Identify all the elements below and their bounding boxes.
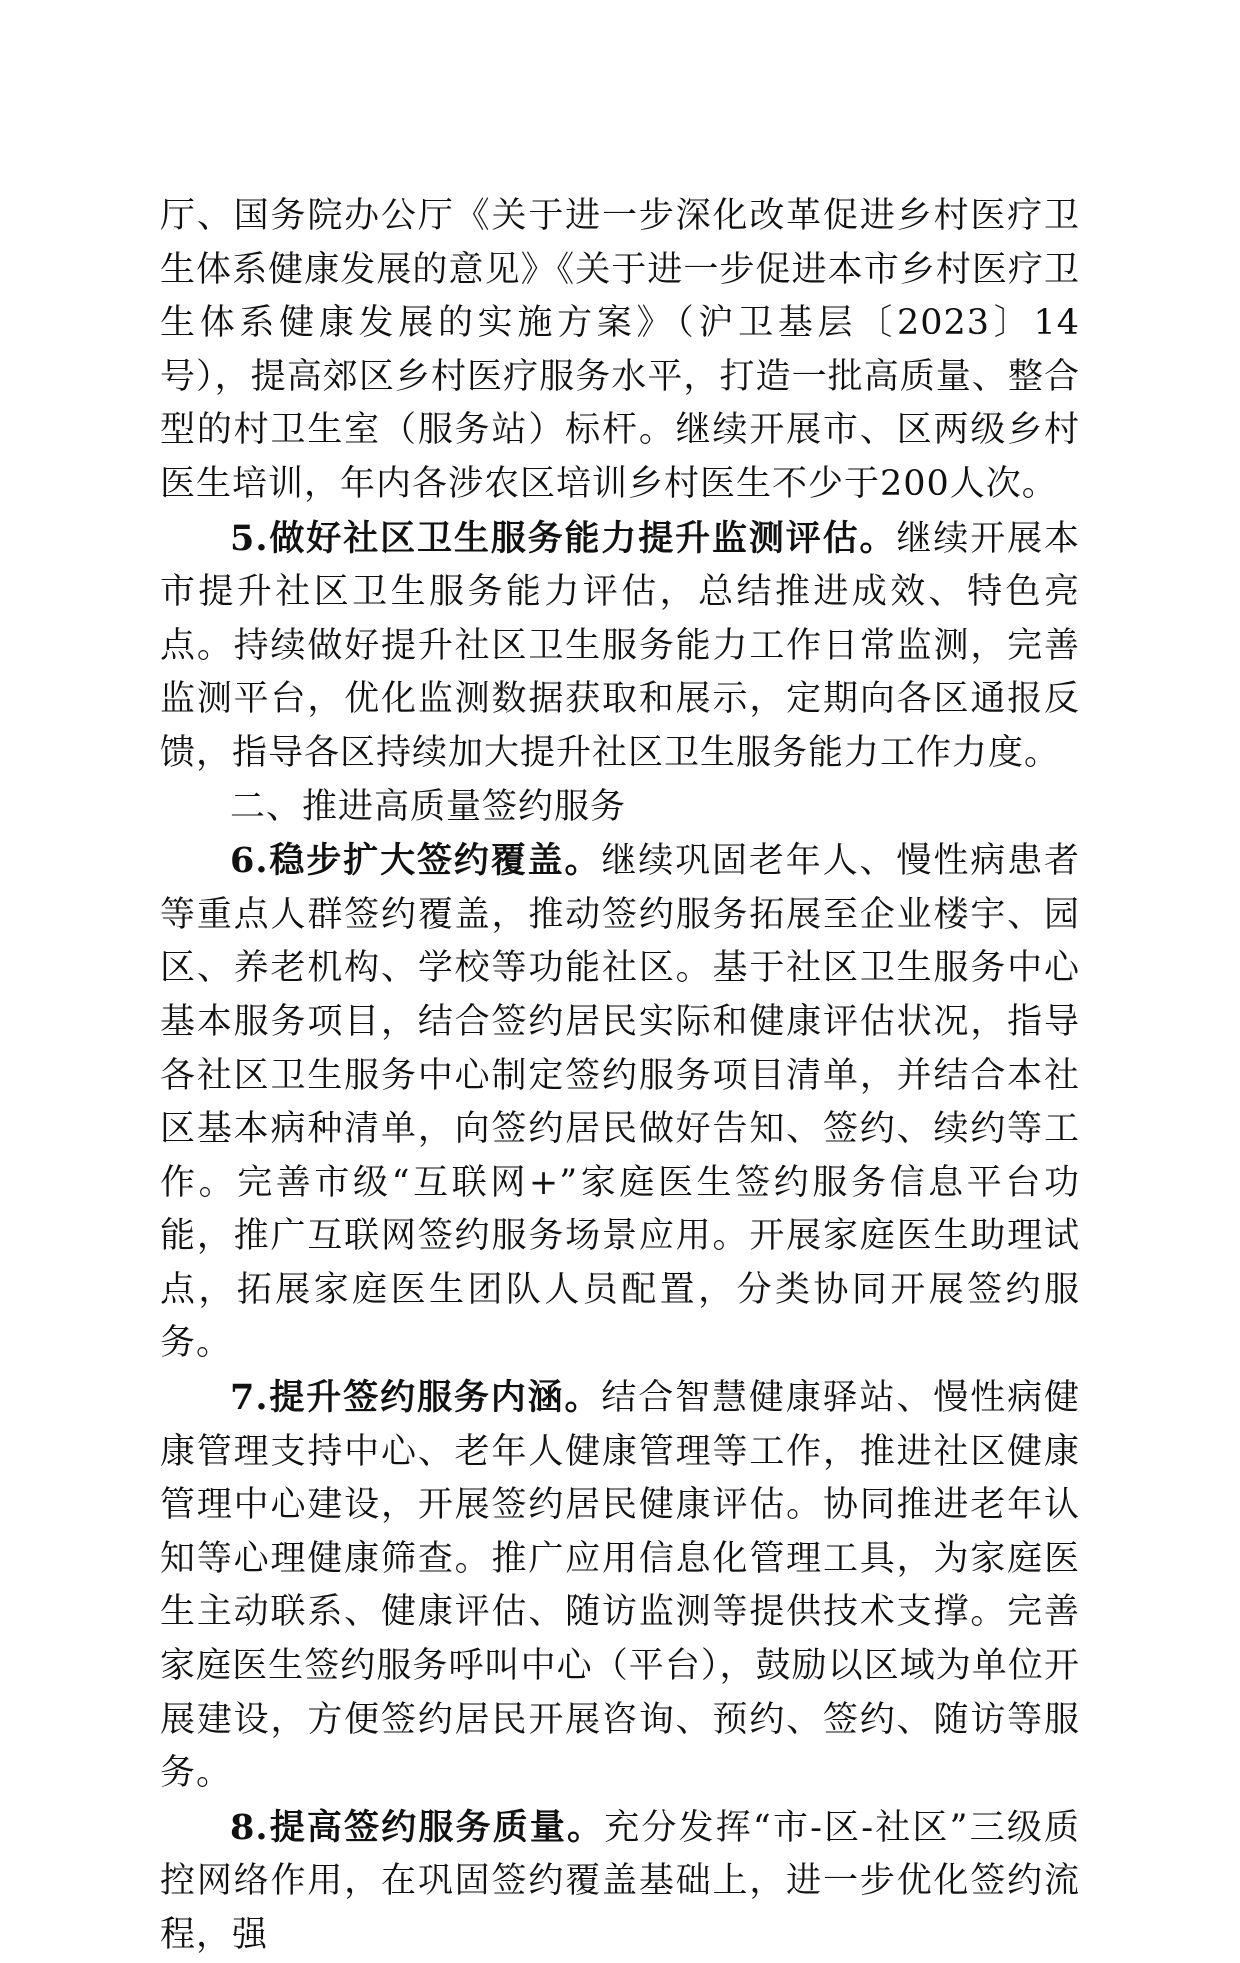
item-5-paragraph bbox=[160, 512, 1080, 781]
item-8-heading: 8.提高签约服务质量。 bbox=[230, 1806, 605, 1848]
continuation-text: 厅、国务院办公厅《关于进一步深化改革促进乡村医疗卫生体系健康发展的意见》《关于进一步促进本市乡村医疗卫生体系健康发展的实施方案》（沪卫基层〔2023〕14号），提高郊区乡村医疗服务水平，打造一批高质量、整合型的村卫生室（服务站）标杆。继续开展市、区两级乡村医生培训，年内各涉农区培训乡村医生不少于200人次。 bbox=[160, 196, 1080, 504]
item-7-heading: 7.提升签约服务内涵。 bbox=[230, 1377, 602, 1419]
item-5-body: 继续开展本市提升社区卫生服务能力评估，总结推进成效、特色亮点。持续做好提升社区卫生服务能力工作日常监测，完善监测平台，优化监测数据获取和展示，定期向各区通报反馈，指导各区持续加大提升社区卫生服务能力工作力度。 bbox=[160, 518, 1080, 773]
item-8-body: 充分发挥“市-区-社区”三级质控网络作用，在巩固签约覆盖基础上，进一步优化签约流程，强 bbox=[160, 1807, 1080, 1955]
item-6-body: 继续巩固老年人、慢性病患者等重点人群签约覆盖，推动签约服务拓展至企业楼宇、园区、养老机构、学校等功能社区。基于社区卫生服务中心基本服务项目，结合签约居民实际和健康评估状况，指导各社区卫生服务中心制定签约服务项目清单，并结合本社区基本病种清单，向签约居民做好告知、签约、续约等工作。完善市级“互联网+”家庭医生签约服务信息平台功能，推广互联网签约服务场景应用。开展家庭医生助理试点，拓展家庭医生团队人员配置，分类协同开展签约服务。 bbox=[160, 841, 1080, 1364]
section-2-title-text: 二、推进高质量签约服务 bbox=[230, 786, 627, 827]
item-6-paragraph bbox=[160, 834, 1080, 1371]
continuation-paragraph bbox=[160, 190, 1080, 512]
document-page bbox=[160, 190, 1080, 1963]
item-6-heading: 6.稳步扩大签约覆盖。 bbox=[230, 840, 602, 882]
section-2-title bbox=[160, 781, 1080, 835]
item-7-paragraph bbox=[160, 1371, 1080, 1801]
item-7-body: 结合智慧健康驿站、慢性病健康管理支持中心、老年人健康管理等工作，推进社区健康管理中心建设，开展签约居民健康评估。协同推进老年认知等心理健康筛查。推广应用信息化管理工具，为家庭医生主动联系、健康评估、随访监测等提供技术支撑。完善家庭医生签约服务呼叫中心（平台），鼓励以区域为单位开展建设，方便签约居民开展咨询、预约、签约、随访等服务。 bbox=[160, 1378, 1080, 1794]
item-5-heading: 5.做好社区卫生服务能力提升监测评估。 bbox=[230, 517, 897, 559]
item-8-paragraph bbox=[160, 1801, 1080, 1963]
